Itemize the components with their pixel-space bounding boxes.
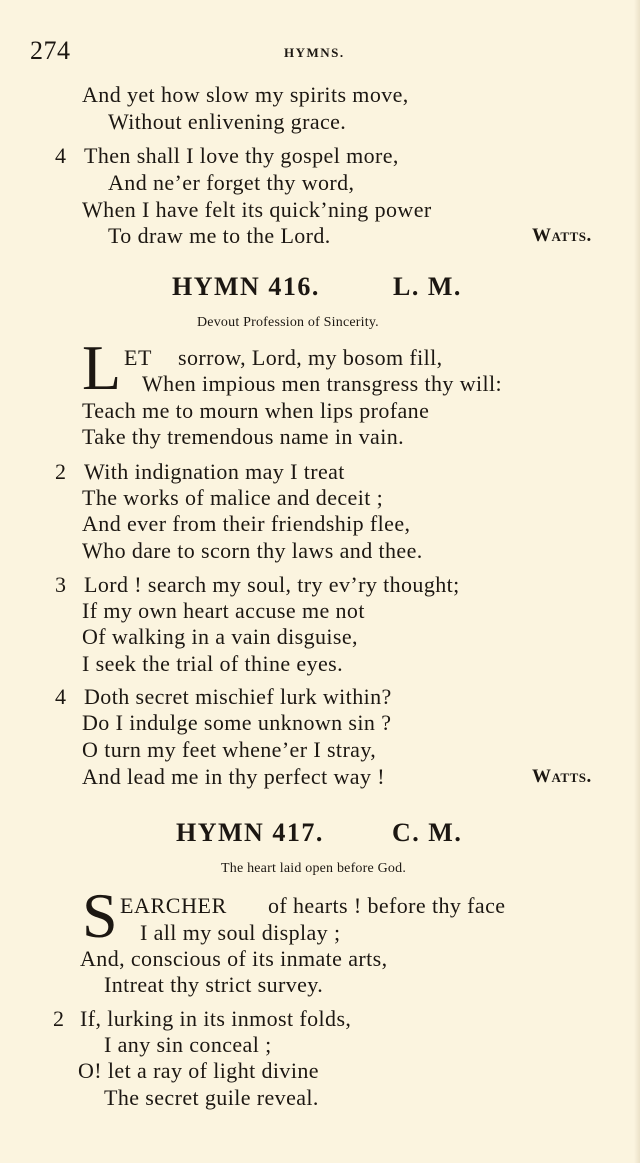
stanza-number: 2 (55, 459, 66, 484)
verse-line: Lord ! search my soul, try ev’ry thought; (84, 572, 460, 597)
page-number: 274 (30, 36, 71, 65)
verse-line: If, lurking in its inmost folds, (80, 1006, 352, 1031)
verse-line: Intreat thy strict survey. (104, 972, 324, 997)
verse-line: O turn my feet whene’er I stray, (82, 737, 377, 762)
verse-line: And ever from their friendship flee, (82, 511, 411, 536)
verse-line: Then shall I love thy gospel more, (84, 143, 399, 168)
verse-line: sorrow, Lord, my bosom fill, (178, 345, 443, 370)
page-edge-shadow (634, 0, 640, 1163)
verse-line: The secret guile reveal. (104, 1085, 319, 1110)
verse-line: Without enlivening grace. (108, 109, 347, 134)
verse-line: I all my soul display ; (140, 920, 341, 945)
verse-line: Of walking in a vain disguise, (82, 624, 358, 649)
author-attribution: Watts. (532, 766, 592, 787)
stanza-number: 4 (55, 684, 66, 709)
stanza-number: 2 (53, 1006, 64, 1031)
hymn-title: HYMN 416. (172, 272, 320, 301)
verse-line: Do I indulge some unknown sin ? (82, 710, 392, 735)
opening-word: ET (124, 345, 153, 370)
verse-line: Teach me to mourn when lips profane (82, 398, 430, 423)
verse-line: Who dare to scorn thy laws and thee. (82, 538, 423, 563)
hymn-meter: L. M. (393, 272, 462, 301)
verse-line: of hearts ! before thy face (268, 893, 506, 918)
verse-line: And, conscious of its inmate arts, (80, 946, 388, 971)
author-attribution: Watts. (532, 225, 592, 246)
verse-line: The works of malice and deceit ; (82, 485, 384, 510)
stanza-number: 4 (55, 143, 66, 168)
verse-line: To draw me to the Lord. (108, 223, 331, 248)
verse-line: If my own heart accuse me not (82, 598, 365, 623)
verse-line: O! let a ray of light divine (78, 1058, 319, 1083)
opening-word: EARCHER (120, 893, 227, 918)
drop-cap: L (82, 332, 122, 403)
verse-line: When impious men transgress thy will: (142, 371, 503, 396)
drop-cap: S (82, 880, 118, 951)
running-head: HYMNS. (284, 45, 345, 60)
verse-line: With indignation may I treat (84, 459, 345, 484)
verse-line: And ne’er forget thy word, (108, 170, 355, 195)
hymn-subtitle: The heart laid open before God. (221, 861, 407, 876)
verse-line: Doth secret mischief lurk within? (84, 684, 392, 709)
hymn-subtitle: Devout Profession of Sincerity. (197, 315, 379, 330)
verse-line: And yet how slow my spirits move, (82, 82, 409, 107)
hymn-meter: C. M. (392, 818, 463, 847)
stanza-number: 3 (55, 572, 66, 597)
verse-line: And lead me in thy perfect way ! (82, 764, 385, 789)
verse-line: Take thy tremendous name in vain. (82, 424, 405, 449)
verse-line: I any sin conceal ; (104, 1032, 272, 1057)
verse-line: I seek the trial of thine eyes. (82, 651, 344, 676)
hymn-title: HYMN 417. (176, 818, 324, 847)
verse-line: When I have felt its quick’ning power (82, 197, 432, 222)
